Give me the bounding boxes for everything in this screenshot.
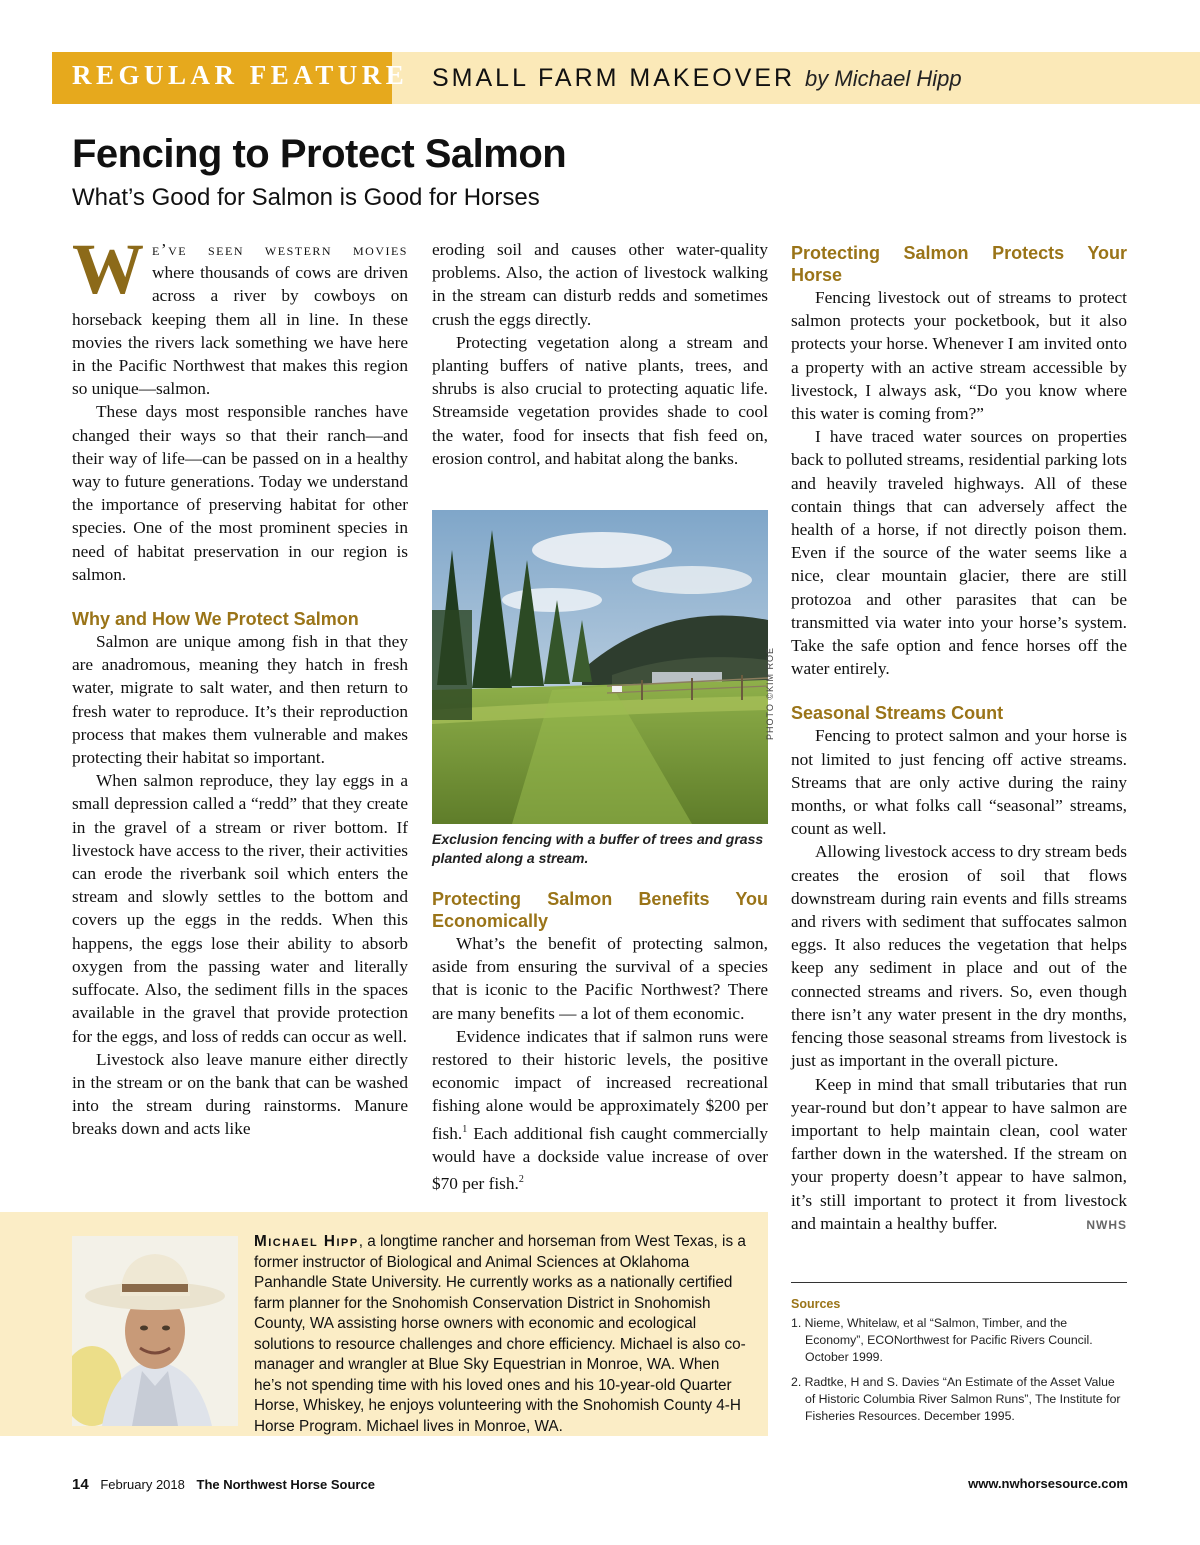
section-heading: Protecting Salmon Protects Your Horse <box>791 243 1127 285</box>
paragraph: Fencing to protect salmon and your horse is not limited to just fencing off active streams. Streams that are only active during the rainy months, or what folks call “seasonal” streams, count as well. <box>791 726 1127 839</box>
paragraph: When salmon reproduce, they lay eggs in a small depression called a “redd” that they create in the gravel of a stream or river bottom. If livestock have access to the river, their activities can erode the riverbank soil which enters the stream and slowly settles to the bottom and covers up the eggs in the redds. When this happens, the eggs lose their ability to absorb oxygen from the passing water and literally suffocate. Also, the sediment fills in the spaces available in the gravel that provide protection for the eggs, and loss of redds can occur as well. <box>72 771 408 1046</box>
publication-name: The Northwest Horse Source <box>196 1477 375 1492</box>
column-2 <box>432 238 768 470</box>
author-name: Michael Hipp <box>254 1233 359 1250</box>
photo-caption: Exclusion fencing with a buffer of trees and grass planted along a stream. <box>432 831 764 866</box>
paragraph-text: Keep in mind that small tributaries that run year-round but don’t appear to have salmon are important to help maintain clean, cool water farther down in the watershed. If the stream on your property doesn’t appear to have salmon, it’s still important to protect it from livestock and maintain a healthy buffer. <box>791 1074 1127 1233</box>
lead-in: e’ve seen western movies <box>152 240 408 259</box>
series-name: SMALL FARM MAKEOVER <box>432 64 796 92</box>
author-bio <box>254 1232 748 1437</box>
page-footer <box>72 1476 1128 1493</box>
column-1 <box>72 229 408 1141</box>
sources-divider <box>791 1282 1127 1283</box>
sources-title: Sources <box>791 1297 841 1311</box>
paragraph: What’s the benefit of protecting salmon, aside from ensuring the survival of a species that is iconic to the Pacific Northwest? There are many benefits — a lot of them economic. <box>432 934 768 1023</box>
paragraph: eroding soil and causes other water-quality problems. Also, the action of livestock walking in the stream can disturb redds and sometimes crush the eggs directly. <box>432 240 768 329</box>
paragraph: Salmon are unique among fish in that they are anadromous, meaning they hatch in fresh water, migrate to salt water, and then return to fresh water to reproduce. It’s their reproduction process that makes them vulnerable and makes protecting their habitat so important. <box>72 632 408 768</box>
paragraph <box>72 229 408 400</box>
paragraph: I have traced water sources on properties back to polluted streams, residential parking lots and heavily traveled highways. All of these contain things that can adversely affect the health of a horse, if not directly poison them. Even if the source of the water seems like a nice, clear mountain glacier, there are still protozoa and other parasites that can be transmitted via water into your horse’s system. Take the safe option and fence horses off the water entirely. <box>791 427 1127 679</box>
paragraph-text: Evidence indicates that if salmon runs were restored to their historic levels, the positive economic impact of increased recreational fishing alone would be approximately $200 per fish. <box>432 1026 768 1143</box>
signoff: NWHS <box>1086 1217 1127 1232</box>
column-3 <box>791 238 1127 1237</box>
paragraph: Protecting vegetation along a stream and planting buffers of native plants, trees, and shrubs is also crucial to protecting aquatic life. Streamside vegetation provides shade to cool the water, food for insects that fish feed on, erosion control, and habitat along the banks. <box>432 332 768 468</box>
paragraph: Allowing livestock access to dry stream beds creates the erosion of soil that flows downstream during rain events and fills streams and rivers with sediment that suffocates salmon eggs. It also reduces the vegetation that helps keep any sediment in place and out of the connected streams and rivers. So, even though there isn’t any water present in the dry months, fencing those seasonal streams from livestock is just as important in the overall picture. <box>791 842 1127 1071</box>
author-photo <box>72 1236 238 1426</box>
series-title <box>432 64 962 93</box>
byline: by Michael Hipp <box>805 66 962 91</box>
paragraph: Fencing livestock out of streams to protect salmon protects your pocketbook, but it also protects your horse. Whenever I am invited onto a property with an active stream accessible by livestock, I always ask, “Do you know where this water is coming from?” <box>791 288 1127 424</box>
drop-cap: W <box>72 229 144 309</box>
feature-header <box>52 52 1200 104</box>
column-2-lower <box>432 888 768 1195</box>
section-heading: Protecting Salmon Benefits You Economically <box>432 889 768 931</box>
issue-date: February 2018 <box>100 1477 185 1492</box>
article-subtitle: What’s Good for Salmon is Good for Horses <box>72 184 540 211</box>
paragraph-text: Each additional fish caught commercially would have a dockside value increase of over $70 per fish. <box>432 1123 768 1193</box>
source-item: 1. Nieme, Whitelaw, et al “Salmon, Timber, and the Economy”, ECONorthwest for Pacific Rivers Council. October 1999. <box>791 1316 1093 1364</box>
section-heading: Why and How We Protect Salmon <box>72 609 359 630</box>
page-number: 14 <box>72 1476 89 1493</box>
author-bio-text: , a longtime rancher and horseman from West Texas, is a former instructor of Biological and Animal Sciences at Oklahoma Panhandle State University. He currently works as a nationally certified farm planner for the Snohomish Conservation District in Snohomish County, WA assisting horse owners with economic and ecological solutions to resource challenges and chore efficiency. Michael is also co-manager and wrangler at Blue Sky Equestrian in Monroe, WA. When he’s not spending time with his loved ones and his 10-year-old Quarter Horse, Whiskey, he enjoys volunteering with the Snohomish County 4-H Horse Program. Michael lives in Monroe, WA. <box>254 1233 746 1435</box>
stream-fencing-photo <box>432 510 768 824</box>
website-url: www.nwhorsesource.com <box>968 1476 1128 1491</box>
paragraph: Livestock also leave manure either directly in the stream or on the bank that can be washed into the stream during rainstorms. Manure breaks down and acts like <box>72 1049 408 1139</box>
footnote-ref: 1 <box>462 1123 468 1135</box>
photo-credit: PHOTO ©KIM ROE <box>765 647 775 740</box>
sources <box>791 1296 1127 1433</box>
paragraph-text: where thousands of cows are driven across a river by cowboys on horseback keeping them all in line. In these movies the rivers lack something we have here in the Pacific Northwest that makes this region so unique—salmon. <box>72 263 408 399</box>
section-heading: Seasonal Streams Count <box>791 703 1004 724</box>
paragraph <box>791 1073 1127 1235</box>
footnote-ref: 2 <box>518 1173 524 1185</box>
feature-kicker: REGULAR FEATURE <box>72 60 409 90</box>
paragraph <box>432 1025 768 1195</box>
source-item: 2. Radtke, H and S. Davies “An Estimate of the Asset Value of Historic Columbia River Salmon Runs”, The Institute for Fisheries Resources. December 1995. <box>791 1375 1121 1423</box>
article-title: Fencing to Protect Salmon <box>72 132 567 176</box>
paragraph: These days most responsible ranches have changed their ways so that their ranch—and their way of life—can be passed on in a healthy way to future generations. Today we understand the importance of preserving habitat for other species. One of the most prominent species in need of habitat preservation in our region is salmon. <box>72 402 408 584</box>
